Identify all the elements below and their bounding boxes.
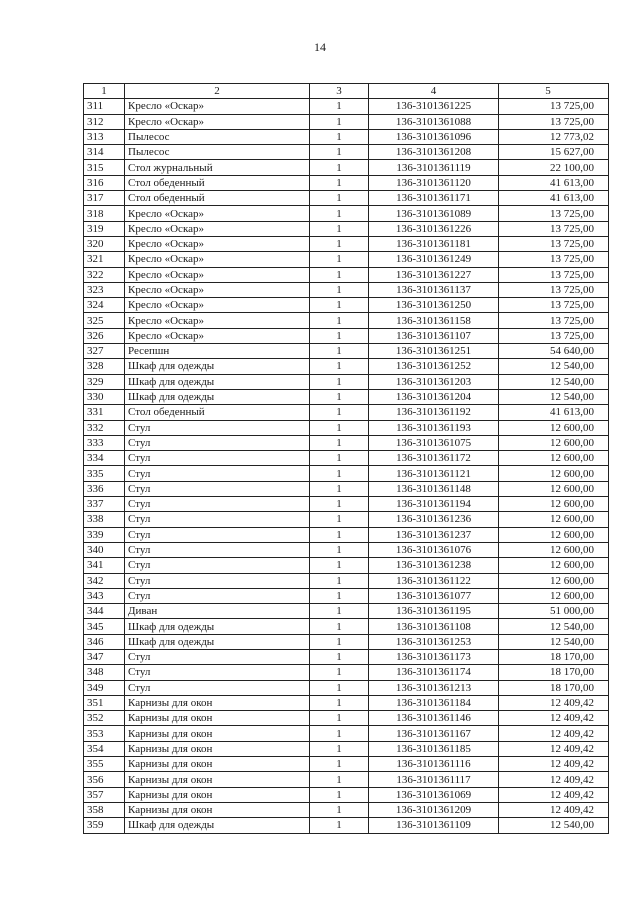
table-row: [84, 191, 609, 206]
table-row: [84, 665, 609, 680]
row-number: 331: [84, 405, 125, 420]
item-price: 13 725,00: [499, 114, 609, 129]
item-name: Стул: [125, 497, 310, 512]
row-number: 335: [84, 466, 125, 481]
item-price: 15 627,00: [499, 145, 609, 160]
table-row: [84, 711, 609, 726]
table-row: [84, 206, 609, 221]
table-row: [84, 802, 609, 817]
table-row: [84, 175, 609, 190]
row-number: 323: [84, 282, 125, 297]
item-name: Кресло «Оскар»: [125, 221, 310, 236]
row-number: 356: [84, 772, 125, 787]
table-row: [84, 389, 609, 404]
item-name: Кресло «Оскар»: [125, 298, 310, 313]
row-number: 311: [84, 99, 125, 114]
inventory-code: 136-3101361227: [369, 267, 499, 282]
table-row: [84, 313, 609, 328]
inventory-code: 136-3101361225: [369, 99, 499, 114]
item-quantity: 1: [310, 588, 369, 603]
row-number: 342: [84, 573, 125, 588]
item-quantity: 1: [310, 221, 369, 236]
inventory-code: 136-3101361193: [369, 420, 499, 435]
table-row: [84, 604, 609, 619]
row-number: 344: [84, 604, 125, 619]
header-col-5: 5: [499, 84, 609, 99]
item-quantity: 1: [310, 298, 369, 313]
inventory-code: 136-3101361203: [369, 374, 499, 389]
item-quantity: 1: [310, 619, 369, 634]
item-quantity: 1: [310, 772, 369, 787]
row-number: 318: [84, 206, 125, 221]
item-price: 18 170,00: [499, 665, 609, 680]
item-price: 12 600,00: [499, 435, 609, 450]
item-price: 13 725,00: [499, 298, 609, 313]
item-name: Кресло «Оскар»: [125, 313, 310, 328]
item-name: Кресло «Оскар»: [125, 328, 310, 343]
table-row: [84, 527, 609, 542]
row-number: 333: [84, 435, 125, 450]
row-number: 321: [84, 252, 125, 267]
header-col-1: 1: [84, 84, 125, 99]
item-quantity: 1: [310, 542, 369, 557]
item-name: Кресло «Оскар»: [125, 267, 310, 282]
header-col-4: 4: [369, 84, 499, 99]
item-name: Диван: [125, 604, 310, 619]
row-number: 343: [84, 588, 125, 603]
row-number: 317: [84, 191, 125, 206]
item-quantity: 1: [310, 481, 369, 496]
item-price: 18 170,00: [499, 680, 609, 695]
table-row: [84, 558, 609, 573]
page-number: 14: [314, 40, 326, 54]
item-price: 12 540,00: [499, 359, 609, 374]
header-col-2: 2: [125, 84, 310, 99]
item-quantity: 1: [310, 389, 369, 404]
item-price: 54 640,00: [499, 344, 609, 359]
inventory-code: 136-3101361253: [369, 634, 499, 649]
item-name: Карнизы для окон: [125, 802, 310, 817]
item-name: Карнизы для окон: [125, 772, 310, 787]
table-row: [84, 344, 609, 359]
inventory-code: 136-3101361122: [369, 573, 499, 588]
item-quantity: 1: [310, 282, 369, 297]
inventory-code: 136-3101361173: [369, 649, 499, 664]
inventory-code: 136-3101361172: [369, 451, 499, 466]
item-price: 12 600,00: [499, 497, 609, 512]
item-quantity: 1: [310, 512, 369, 527]
item-name: Стул: [125, 481, 310, 496]
item-quantity: 1: [310, 757, 369, 772]
row-number: 351: [84, 695, 125, 710]
item-quantity: 1: [310, 328, 369, 343]
item-name: Карнизы для окон: [125, 711, 310, 726]
row-number: 352: [84, 711, 125, 726]
row-number: 354: [84, 741, 125, 756]
item-name: Шкаф для одежды: [125, 389, 310, 404]
inventory-code: 136-3101361185: [369, 741, 499, 756]
item-quantity: 1: [310, 420, 369, 435]
table-row: [84, 481, 609, 496]
row-number: 322: [84, 267, 125, 282]
item-quantity: 1: [310, 252, 369, 267]
item-price: 13 725,00: [499, 236, 609, 251]
item-quantity: 1: [310, 634, 369, 649]
item-quantity: 1: [310, 160, 369, 175]
item-name: Карнизы для окон: [125, 787, 310, 802]
item-name: Шкаф для одежды: [125, 634, 310, 649]
item-quantity: 1: [310, 405, 369, 420]
inventory-code: 136-3101361075: [369, 435, 499, 450]
item-name: Кресло «Оскар»: [125, 252, 310, 267]
item-price: 12 773,02: [499, 129, 609, 144]
item-quantity: 1: [310, 145, 369, 160]
inventory-code: 136-3101361158: [369, 313, 499, 328]
inventory-code: 136-3101361226: [369, 221, 499, 236]
item-name: Стул: [125, 420, 310, 435]
row-number: 313: [84, 129, 125, 144]
item-price: 12 600,00: [499, 512, 609, 527]
table-row: [84, 741, 609, 756]
table-row: [84, 145, 609, 160]
row-number: 315: [84, 160, 125, 175]
item-name: Стул: [125, 451, 310, 466]
item-price: 12 600,00: [499, 558, 609, 573]
item-name: Шкаф для одежды: [125, 818, 310, 833]
row-number: 339: [84, 527, 125, 542]
row-number: 359: [84, 818, 125, 833]
item-name: Стул: [125, 665, 310, 680]
table-row: [84, 99, 609, 114]
item-price: 41 613,00: [499, 175, 609, 190]
item-name: Стул: [125, 588, 310, 603]
item-quantity: 1: [310, 191, 369, 206]
item-quantity: 1: [310, 558, 369, 573]
table-row: [84, 772, 609, 787]
item-name: Кресло «Оскар»: [125, 114, 310, 129]
item-price: 12 600,00: [499, 481, 609, 496]
inventory-code: 136-3101361146: [369, 711, 499, 726]
inventory-code: 136-3101361107: [369, 328, 499, 343]
table-row: [84, 252, 609, 267]
item-name: Кресло «Оскар»: [125, 99, 310, 114]
item-quantity: 1: [310, 129, 369, 144]
item-price: 12 409,42: [499, 726, 609, 741]
item-price: 12 409,42: [499, 772, 609, 787]
row-number: 314: [84, 145, 125, 160]
item-name: Стул: [125, 542, 310, 557]
row-number: 346: [84, 634, 125, 649]
table-row: [84, 160, 609, 175]
table-row: [84, 282, 609, 297]
row-number: 324: [84, 298, 125, 313]
inventory-code: 136-3101361249: [369, 252, 499, 267]
item-quantity: 1: [310, 818, 369, 833]
table-row: [84, 512, 609, 527]
item-price: 12 600,00: [499, 573, 609, 588]
table-row: [84, 757, 609, 772]
item-price: 13 725,00: [499, 252, 609, 267]
table-row: [84, 328, 609, 343]
inventory-code: 136-3101361077: [369, 588, 499, 603]
row-number: 325: [84, 313, 125, 328]
item-name: Карнизы для окон: [125, 741, 310, 756]
inventory-table: [83, 83, 609, 834]
table-row: [84, 435, 609, 450]
item-quantity: 1: [310, 99, 369, 114]
item-price: 12 409,42: [499, 695, 609, 710]
table-row: [84, 542, 609, 557]
inventory-code: 136-3101361148: [369, 481, 499, 496]
inventory-code: 136-3101361121: [369, 466, 499, 481]
table-row: [84, 298, 609, 313]
table-row: [84, 573, 609, 588]
table-row: [84, 787, 609, 802]
row-number: 340: [84, 542, 125, 557]
row-number: 312: [84, 114, 125, 129]
item-name: Стол обеденный: [125, 175, 310, 190]
inventory-code: 136-3101361208: [369, 145, 499, 160]
item-price: 12 409,42: [499, 802, 609, 817]
item-price: 22 100,00: [499, 160, 609, 175]
inventory-code: 136-3101361251: [369, 344, 499, 359]
table-row: [84, 267, 609, 282]
table-row: [84, 619, 609, 634]
inventory-code: 136-3101361184: [369, 695, 499, 710]
table-header-row: [84, 84, 609, 99]
row-number: 320: [84, 236, 125, 251]
item-price: 12 409,42: [499, 757, 609, 772]
inventory-code: 136-3101361088: [369, 114, 499, 129]
item-name: Стул: [125, 558, 310, 573]
item-quantity: 1: [310, 236, 369, 251]
table-row: [84, 451, 609, 466]
table-row: [84, 634, 609, 649]
row-number: 355: [84, 757, 125, 772]
item-price: 18 170,00: [499, 649, 609, 664]
inventory-code: 136-3101361076: [369, 542, 499, 557]
item-price: 12 600,00: [499, 527, 609, 542]
table-row: [84, 129, 609, 144]
item-price: 41 613,00: [499, 191, 609, 206]
item-quantity: 1: [310, 787, 369, 802]
item-quantity: 1: [310, 435, 369, 450]
inventory-code: 136-3101361116: [369, 757, 499, 772]
item-name: Стул: [125, 435, 310, 450]
item-quantity: 1: [310, 573, 369, 588]
item-quantity: 1: [310, 466, 369, 481]
inventory-code: 136-3101361194: [369, 497, 499, 512]
row-number: 316: [84, 175, 125, 190]
item-quantity: 1: [310, 206, 369, 221]
inventory-code: 136-3101361195: [369, 604, 499, 619]
item-name: Кресло «Оскар»: [125, 236, 310, 251]
inventory-code: 136-3101361209: [369, 802, 499, 817]
table-row: [84, 466, 609, 481]
row-number: 326: [84, 328, 125, 343]
item-quantity: 1: [310, 313, 369, 328]
item-price: 12 540,00: [499, 374, 609, 389]
inventory-code: 136-3101361089: [369, 206, 499, 221]
item-quantity: 1: [310, 695, 369, 710]
item-price: 12 600,00: [499, 588, 609, 603]
table-row: [84, 680, 609, 695]
item-name: Ресепшн: [125, 344, 310, 359]
item-price: 12 600,00: [499, 451, 609, 466]
row-number: 345: [84, 619, 125, 634]
item-price: 12 409,42: [499, 711, 609, 726]
inventory-code: 136-3101361119: [369, 160, 499, 175]
item-price: 12 600,00: [499, 542, 609, 557]
item-price: 12 409,42: [499, 741, 609, 756]
row-number: 357: [84, 787, 125, 802]
item-name: Стол обеденный: [125, 405, 310, 420]
item-name: Стул: [125, 680, 310, 695]
inventory-code: 136-3101361167: [369, 726, 499, 741]
item-name: Кресло «Оскар»: [125, 282, 310, 297]
row-number: 329: [84, 374, 125, 389]
item-name: Стул: [125, 527, 310, 542]
inventory-code: 136-3101361236: [369, 512, 499, 527]
row-number: 349: [84, 680, 125, 695]
inventory-code: 136-3101361108: [369, 619, 499, 634]
inventory-code: 136-3101361120: [369, 175, 499, 190]
item-quantity: 1: [310, 114, 369, 129]
inventory-code: 136-3101361250: [369, 298, 499, 313]
row-number: 348: [84, 665, 125, 680]
item-name: Стол журнальный: [125, 160, 310, 175]
item-name: Стул: [125, 649, 310, 664]
item-name: Кресло «Оскар»: [125, 206, 310, 221]
inventory-code: 136-3101361213: [369, 680, 499, 695]
row-number: 338: [84, 512, 125, 527]
row-number: 358: [84, 802, 125, 817]
item-quantity: 1: [310, 175, 369, 190]
item-quantity: 1: [310, 649, 369, 664]
row-number: 341: [84, 558, 125, 573]
item-quantity: 1: [310, 711, 369, 726]
item-price: 13 725,00: [499, 313, 609, 328]
inventory-code: 136-3101361204: [369, 389, 499, 404]
item-quantity: 1: [310, 359, 369, 374]
inventory-code: 136-3101361117: [369, 772, 499, 787]
item-quantity: 1: [310, 451, 369, 466]
item-price: 12 540,00: [499, 619, 609, 634]
table-row: [84, 649, 609, 664]
table-row: [84, 359, 609, 374]
item-quantity: 1: [310, 665, 369, 680]
inventory-code: 136-3101361109: [369, 818, 499, 833]
header-col-3: 3: [310, 84, 369, 99]
item-name: Стол обеденный: [125, 191, 310, 206]
row-number: 319: [84, 221, 125, 236]
inventory-code: 136-3101361252: [369, 359, 499, 374]
item-quantity: 1: [310, 497, 369, 512]
table-body: [84, 99, 609, 833]
row-number: 336: [84, 481, 125, 496]
item-quantity: 1: [310, 527, 369, 542]
item-price: 12 540,00: [499, 389, 609, 404]
table-row: [84, 497, 609, 512]
table-row: [84, 405, 609, 420]
item-quantity: 1: [310, 680, 369, 695]
item-price: 13 725,00: [499, 267, 609, 282]
item-price: 12 540,00: [499, 634, 609, 649]
item-price: 12 600,00: [499, 420, 609, 435]
table-row: [84, 114, 609, 129]
item-quantity: 1: [310, 741, 369, 756]
item-name: Стул: [125, 466, 310, 481]
row-number: 330: [84, 389, 125, 404]
item-name: Шкаф для одежды: [125, 359, 310, 374]
inventory-code: 136-3101361174: [369, 665, 499, 680]
item-price: 13 725,00: [499, 282, 609, 297]
row-number: 337: [84, 497, 125, 512]
item-name: Стул: [125, 512, 310, 527]
item-quantity: 1: [310, 726, 369, 741]
table-row: [84, 695, 609, 710]
item-price: 12 600,00: [499, 466, 609, 481]
inventory-code: 136-3101361192: [369, 405, 499, 420]
item-price: 12 409,42: [499, 787, 609, 802]
item-price: 13 725,00: [499, 206, 609, 221]
item-price: 13 725,00: [499, 99, 609, 114]
item-quantity: 1: [310, 374, 369, 389]
row-number: 334: [84, 451, 125, 466]
row-number: 327: [84, 344, 125, 359]
inventory-code: 136-3101361238: [369, 558, 499, 573]
item-price: 41 613,00: [499, 405, 609, 420]
table-row: [84, 588, 609, 603]
inventory-code: 136-3101361181: [369, 236, 499, 251]
row-number: 353: [84, 726, 125, 741]
item-name: Карнизы для окон: [125, 757, 310, 772]
table-row: [84, 420, 609, 435]
item-quantity: 1: [310, 604, 369, 619]
table-row: [84, 374, 609, 389]
row-number: 328: [84, 359, 125, 374]
table-row: [84, 818, 609, 833]
item-name: Пылесос: [125, 129, 310, 144]
row-number: 332: [84, 420, 125, 435]
inventory-code: 136-3101361171: [369, 191, 499, 206]
item-name: Стул: [125, 573, 310, 588]
item-price: 13 725,00: [499, 221, 609, 236]
inventory-code: 136-3101361137: [369, 282, 499, 297]
row-number: 347: [84, 649, 125, 664]
table-row: [84, 726, 609, 741]
item-price: 51 000,00: [499, 604, 609, 619]
table-row: [84, 236, 609, 251]
inventory-code: 136-3101361096: [369, 129, 499, 144]
item-price: 13 725,00: [499, 328, 609, 343]
item-name: Шкаф для одежды: [125, 374, 310, 389]
item-name: Пылесос: [125, 145, 310, 160]
table-row: [84, 221, 609, 236]
item-name: Карнизы для окон: [125, 695, 310, 710]
item-quantity: 1: [310, 344, 369, 359]
inventory-code: 136-3101361237: [369, 527, 499, 542]
item-name: Шкаф для одежды: [125, 619, 310, 634]
item-name: Карнизы для окон: [125, 726, 310, 741]
item-price: 12 540,00: [499, 818, 609, 833]
item-quantity: 1: [310, 802, 369, 817]
item-quantity: 1: [310, 267, 369, 282]
inventory-code: 136-3101361069: [369, 787, 499, 802]
